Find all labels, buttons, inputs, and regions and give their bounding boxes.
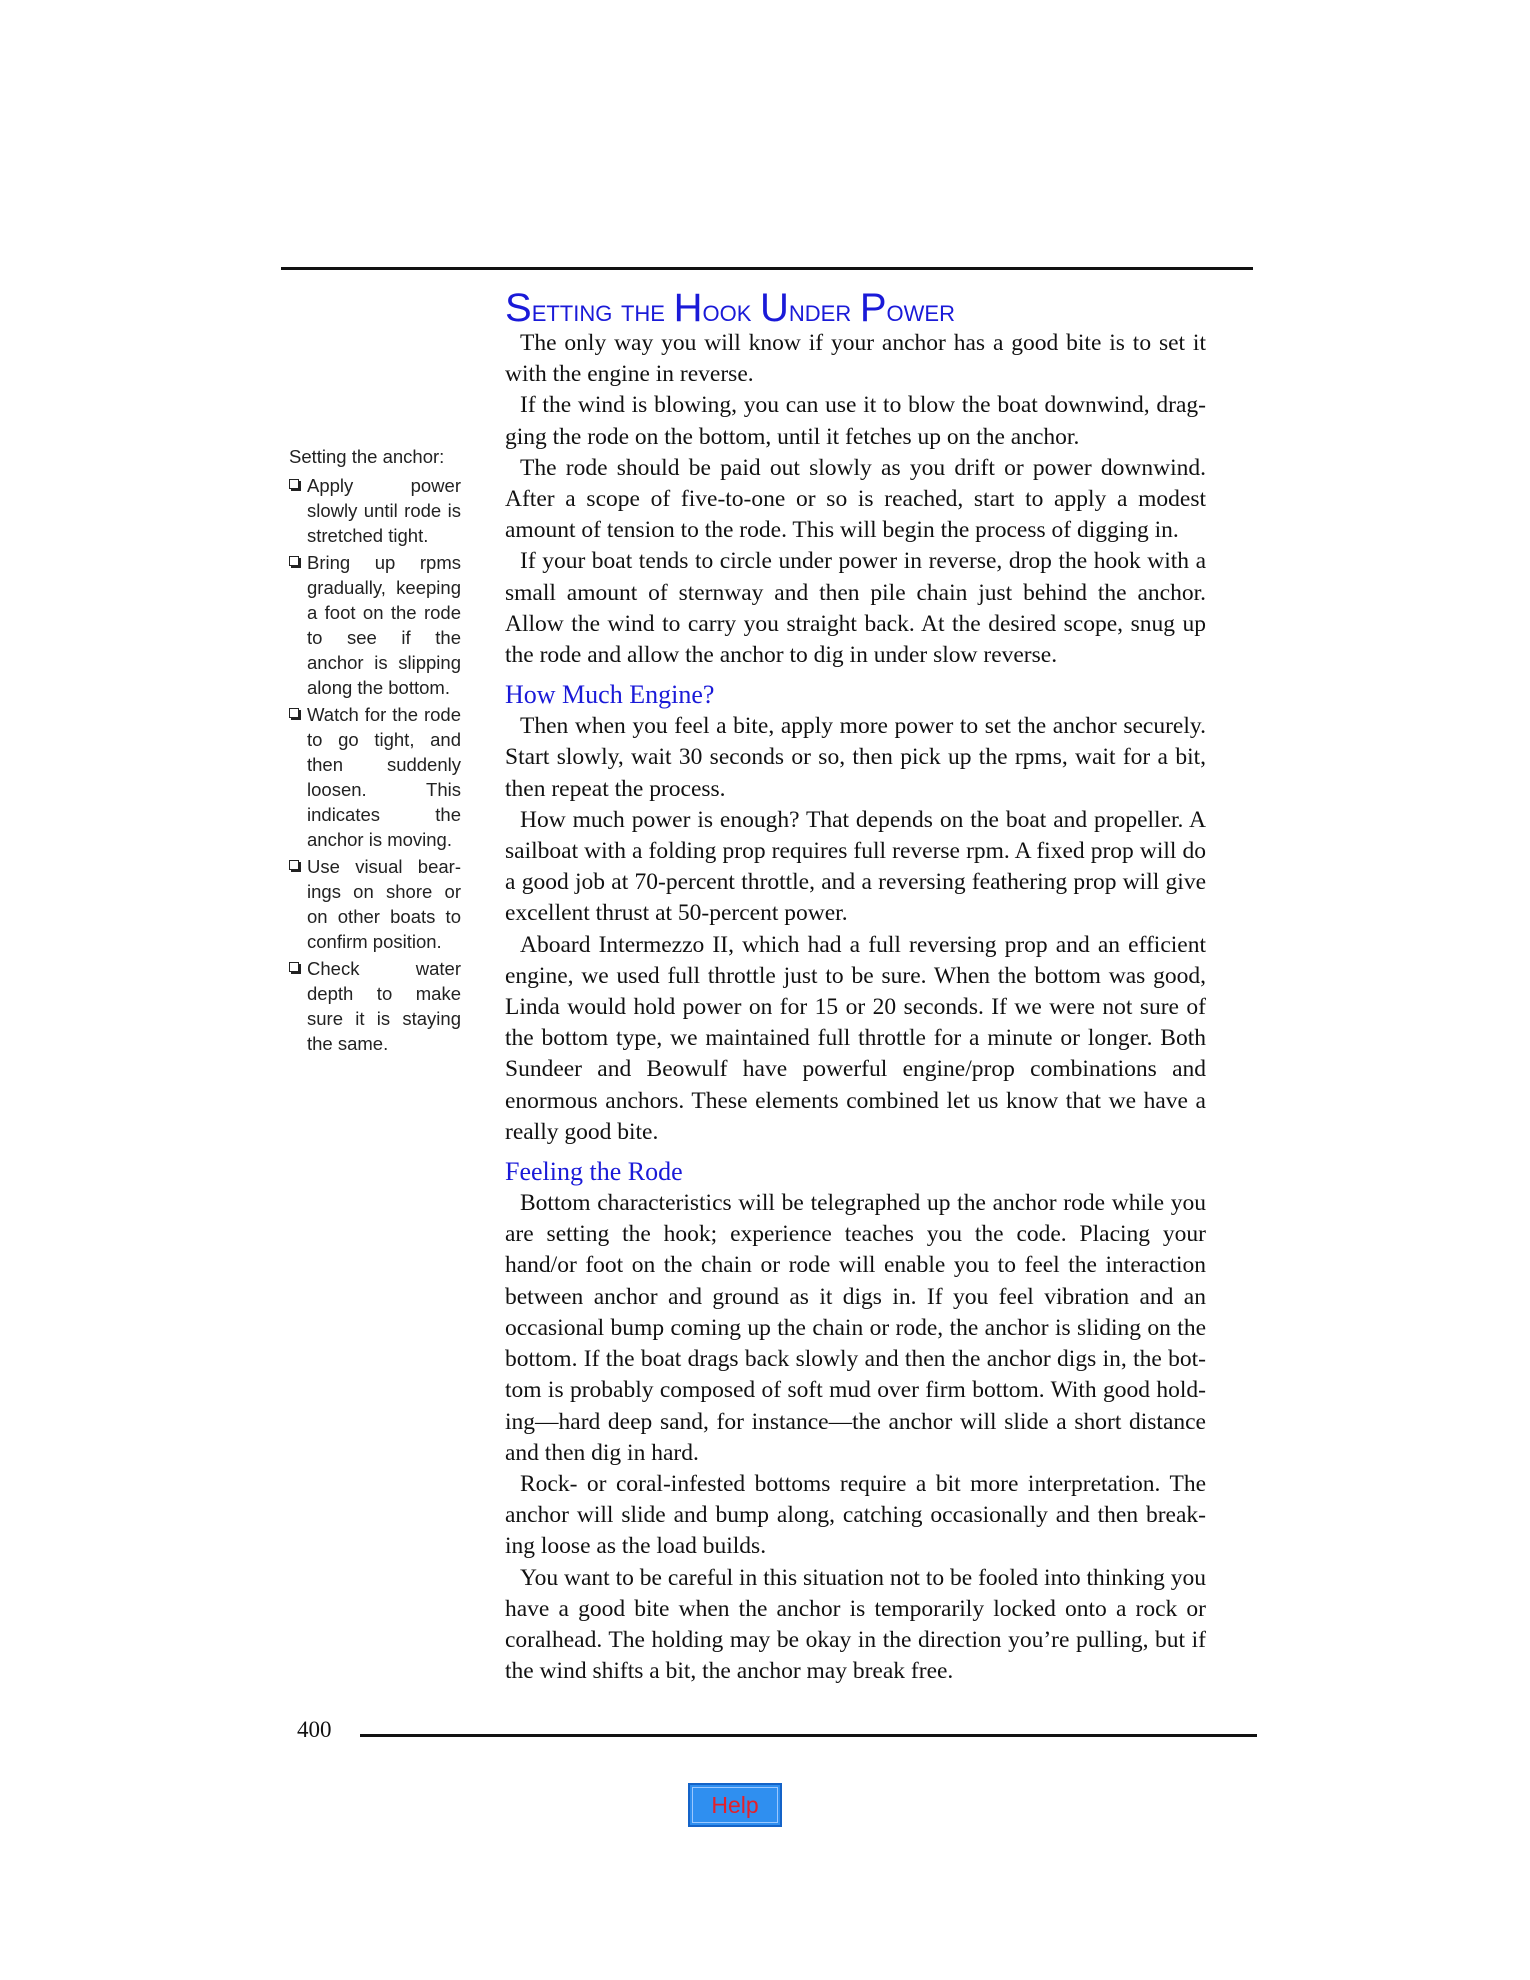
paragraph: The rode should be paid out slowly as you drift or power downwind. After a scope of five-to-one or so is reached, start to apply a modest amount of tension to the rode. This will begin the process of digging in.: [505, 454, 1206, 544]
checklist-item: Use visual bearings on shore or on other boats to confirm position.: [289, 854, 461, 954]
checkbox-icon: [289, 479, 299, 489]
help-button[interactable]: Help: [688, 1783, 782, 1827]
checkbox-icon: [289, 860, 299, 870]
section-heading-engine: How Much Engine?: [505, 680, 715, 710]
paragraph: The only way you will know if your anchor has a good bite is to set it with the engine in reverse.: [505, 330, 1206, 388]
checklist-item: Check water depth to make sure it is staying the same.: [289, 956, 461, 1056]
top-rule: [281, 267, 1253, 270]
paragraph: Then when you feel a bite, apply more power to set the anchor securely. Start slowly, wait 30 seconds or so, then pick up the rpms, wait for a bit, then repeat the process.: [505, 713, 1206, 802]
checklist-item: Apply power slowly until rode is stretched tight.: [289, 473, 461, 548]
paragraph: You want to be careful in this situation not to be fooled into thinking you have a good bite when the anchor is temporarily locked onto a rock or coralhead. The holding may be okay in the direction you’re pulling, but if the wind shifts a bit, the anchor may break free.: [505, 1564, 1206, 1685]
checkbox-icon: [289, 556, 299, 566]
checkbox-icon: [289, 962, 299, 972]
checklist-item: Bring up rpms gradually, keeping a foot on the rode to see if the anchor is slipping along the bottom.: [289, 550, 461, 700]
page-title: Setting the Hook Under Power: [505, 286, 955, 330]
sidebar-title: Setting the anchor:: [289, 446, 445, 467]
paragraph: Bottom characteristics will be telegraphed up the anchor rode while you are setting the hook; experience teaches you the code. Placing your hand/or foot on the chain or rode will enable you to feel the interaction between anchor and ground as it digs in. If you feel vibration and an occasional bump coming up the chain or rode, the anchor is sliding on the bottom. If the boat drags back slowly and then the anchor digs in, the bottom is probably composed of soft mud over firm bottom. With good holding—hard deep sand, for instance—the anchor will slide a short distance and then dig in hard.: [505, 1190, 1206, 1466]
article-body: [505, 328, 1206, 1687]
paragraph: If the wind is blowing, you can use it to blow the boat downwind, dragging the rode on the bottom, until it fetches up on the anchor.: [505, 392, 1206, 450]
paragraph: How much power is enough? That depends on the boat and propeller. A sailboat with a folding prop requires full reverse rpm. A fixed prop will do a good job at 70-percent throttle, and a reversing feathering prop will give excellent thrust at 50-percent power.: [505, 806, 1206, 927]
checklist-item: Watch for the rode to go tight, and then suddenly loosen. This indicates the anchor is moving.: [289, 702, 461, 852]
paragraph: Rock- or coral-infested bottoms require a bit more interpretation. The anchor will slide and bump along, catching occasionally and then breaking loose as the load builds.: [505, 1470, 1206, 1560]
section-heading-rode: Feeling the Rode: [505, 1157, 683, 1187]
checkbox-icon: [289, 708, 299, 718]
bottom-rule: [360, 1734, 1257, 1737]
sidebar-checklist: [289, 444, 461, 1058]
checklist: [289, 473, 461, 1056]
paragraph: Aboard Intermezzo II, which had a full reversing prop and an efficient engine, we used full throttle just to be sure. When the bottom was good, Linda would hold power on for 15 or 20 seconds. If we were not sure of the bottom type, we maintained full throttle for a minute or longer. Both Sundeer and Beowulf have powerful engine/prop combinations and enormous anchors. These elements combined let us know that we have a really good bite.: [505, 931, 1206, 1145]
page-number: 400: [297, 1717, 332, 1742]
paragraph: If your boat tends to circle under power in reverse, drop the hook with a small amount of sternway and then pile chain just behind the anchor. Allow the wind to carry you straight back. At the desired scope, snug up the rode and allow the anchor to dig in under slow reverse.: [505, 548, 1206, 669]
